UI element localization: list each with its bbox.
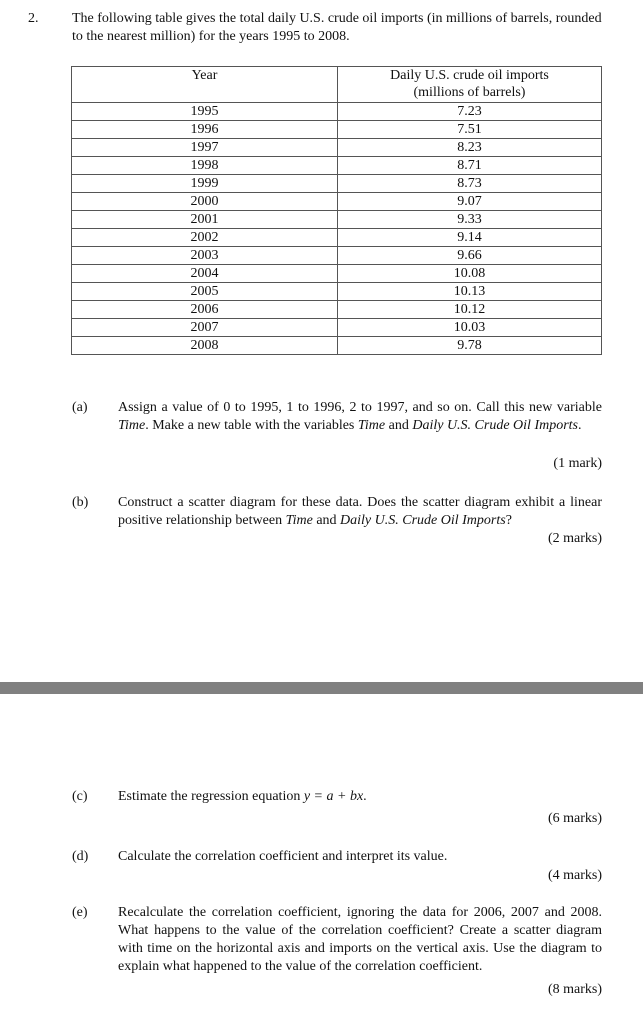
table-row: [72, 229, 602, 247]
cell-year: 1998: [72, 157, 338, 175]
cell-year: 1996: [72, 121, 338, 139]
cell-year: 2005: [72, 283, 338, 301]
header-imports: [338, 67, 602, 103]
cell-year: 1997: [72, 139, 338, 157]
part-a-label: (a): [72, 400, 88, 415]
table-row: [72, 247, 602, 265]
table-row: [72, 175, 602, 193]
part-e-text: Recalculate the correlation coefficient, ignoring the data for 2006, 2007 and 2008. What happens to the value of the correlation coefficient? Create a scatter diagram with time on the horizontal axis and imports on the vertical axis. Use the diagram to explain what happened to the value of the correlation coefficient.: [118, 905, 602, 974]
part-a-text-2: . Make a new table with the variables: [145, 418, 358, 433]
cell-year: 2001: [72, 211, 338, 229]
part-c-text: [118, 788, 602, 806]
imports-table: [71, 66, 602, 355]
part-b-em-2: Daily U.S. Crude Oil Imports: [340, 513, 506, 528]
table-row: [72, 265, 602, 283]
cell-imports: 8.23: [338, 139, 602, 157]
cell-year: 2000: [72, 193, 338, 211]
part-d-label: (d): [72, 849, 89, 864]
cell-imports: 7.51: [338, 121, 602, 139]
table-row: [72, 157, 602, 175]
cell-imports: 7.23: [338, 103, 602, 121]
table-row: [72, 301, 602, 319]
part-a-em-3: Daily U.S. Crude Oil Imports: [412, 418, 579, 433]
cell-year: 2004: [72, 265, 338, 283]
cell-year: 2003: [72, 247, 338, 265]
cell-imports: 10.13: [338, 283, 602, 301]
part-a-text-3: and: [385, 418, 413, 433]
cell-imports: 8.73: [338, 175, 602, 193]
cell-year: 2006: [72, 301, 338, 319]
part-a-text-1: Assign a value of 0 to 1995, 1 to 1996, 2 to 1997, and so on. Call this new variable: [118, 400, 602, 415]
question-number: 2.: [28, 11, 39, 26]
part-a-text-4: .: [578, 418, 582, 433]
part-c-text-end: .: [363, 789, 367, 804]
cell-imports: 10.08: [338, 265, 602, 283]
table-header-row: [72, 67, 602, 103]
cell-imports: 9.07: [338, 193, 602, 211]
part-b-text-2: and: [312, 513, 341, 528]
cell-imports: 9.78: [338, 337, 602, 355]
part-a-em-2: Time: [357, 418, 386, 433]
table-row: [72, 103, 602, 121]
cell-imports: 8.71: [338, 157, 602, 175]
cell-year: 2002: [72, 229, 338, 247]
cell-imports: 9.14: [338, 229, 602, 247]
part-c-text-1: Estimate the regression equation: [118, 789, 304, 804]
question-intro: The following table gives the total daily U.S. crude oil imports (in millions of barrels, rounded to the nearest million) for the years 1995 to 2008.: [72, 11, 602, 44]
part-d-text: Calculate the correlation coefficient and interpret its value.: [118, 849, 448, 864]
table-row: [72, 211, 602, 229]
cell-imports: 10.12: [338, 301, 602, 319]
table-row: [72, 121, 602, 139]
header-imports-line2: (millions of barrels): [413, 85, 526, 100]
table-row: [72, 283, 602, 301]
table-row: [72, 193, 602, 211]
part-c-equation: y = a + bx: [303, 789, 364, 804]
cell-year: 2008: [72, 337, 338, 355]
cell-imports: 9.66: [338, 247, 602, 265]
cell-year: 2007: [72, 319, 338, 337]
header-imports-line1: Daily U.S. crude oil imports: [390, 68, 549, 83]
part-d-marks: (4 marks): [547, 868, 602, 883]
cell-imports: 9.33: [338, 211, 602, 229]
part-b-text-3: ?: [505, 513, 512, 528]
part-b-label: (b): [72, 495, 89, 510]
table-row: [72, 337, 602, 355]
part-b-marks: (2 marks): [547, 531, 602, 546]
part-a-marks: (1 mark): [553, 456, 602, 471]
part-c-marks: (6 marks): [547, 811, 602, 826]
part-c-label: (c): [72, 789, 88, 804]
part-a-text: [118, 399, 602, 435]
part-b-em-1: Time: [285, 513, 313, 528]
header-year: Year: [72, 67, 338, 103]
part-b-text: [118, 494, 602, 530]
part-a-em-1: Time: [118, 418, 146, 433]
cell-year: 1999: [72, 175, 338, 193]
part-e-marks: (8 marks): [547, 982, 602, 997]
part-e-label: (e): [72, 905, 88, 920]
cell-imports: 10.03: [338, 319, 602, 337]
table-row: [72, 139, 602, 157]
cell-year: 1995: [72, 103, 338, 121]
table-row: [72, 319, 602, 337]
part-b-text-1: Construct a scatter diagram for these data. Does the scatter diagram exhibit a linear positive relationship between: [118, 495, 602, 528]
page-divider: [0, 682, 643, 694]
